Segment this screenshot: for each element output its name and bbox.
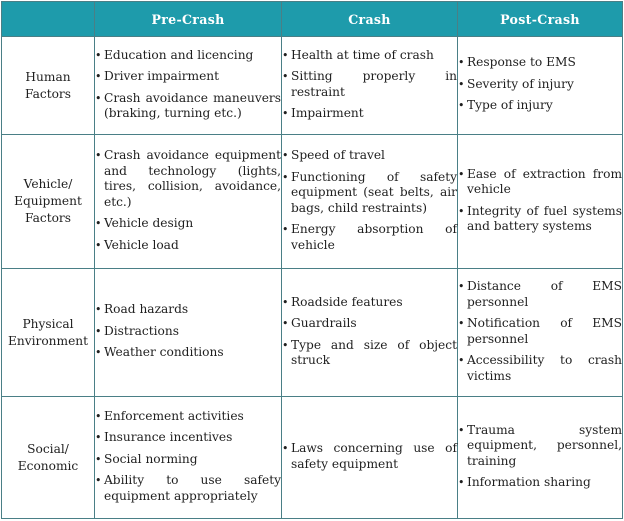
bullet-item: • Enforcement activities	[95, 409, 281, 425]
header-pre-crash: Pre-Crash	[95, 2, 282, 37]
cell-human-pre-crash	[95, 37, 282, 135]
row-label-vehicle-equipment	[2, 135, 95, 269]
bullet-item: • Integrity of fuel systems and battery systems	[458, 204, 622, 235]
bullet-item: • Road hazards	[95, 302, 281, 318]
row-human-factors	[2, 37, 623, 135]
row-social-economic	[2, 397, 623, 519]
bullet-item: • Impairment	[282, 106, 457, 122]
bullet-item: • Weather conditions	[95, 345, 281, 361]
bullet-item: • Education and licencing	[95, 48, 281, 64]
bullet-item: • Insurance incentives	[95, 430, 281, 446]
bullet-item: • Information sharing	[458, 475, 622, 491]
bullet-item: • Ability to use safety equipment appropriately	[95, 473, 281, 504]
bullet-list	[95, 148, 281, 253]
bullet-item: • Functioning of safety equipment (seat belts, air bags, child restraints)	[282, 170, 457, 217]
bullet-item: • Distance of EMS personnel	[458, 279, 622, 310]
bullet-list	[95, 302, 281, 361]
bullet-item: • Social norming	[95, 452, 281, 468]
bullet-item: • Health at time of crash	[282, 48, 457, 64]
header-post-crash: Post-Crash	[458, 2, 623, 37]
bullet-list	[458, 279, 622, 384]
bullet-list	[282, 148, 457, 253]
cell-physical-post-crash	[458, 269, 623, 397]
row-label-human-factors	[2, 37, 95, 135]
bullet-item: • Response to EMS	[458, 55, 622, 71]
bullet-item: • Ease of extraction from vehicle	[458, 167, 622, 198]
cell-social-post-crash	[458, 397, 623, 519]
header-corner	[2, 2, 95, 37]
cell-social-crash	[282, 397, 458, 519]
header-crash: Crash	[282, 2, 458, 37]
bullet-item: • Distractions	[95, 324, 281, 340]
bullet-list	[282, 48, 457, 122]
cell-physical-crash	[282, 269, 458, 397]
bullet-item: • Crash avoidance equipment and technology (lights, tires, collision, avoidance, etc.)	[95, 148, 281, 210]
header-row	[2, 2, 623, 37]
cell-physical-pre-crash	[95, 269, 282, 397]
bullet-item: • Accessibility to crash victims	[458, 353, 622, 384]
bullet-list	[458, 167, 622, 235]
bullet-list	[95, 409, 281, 505]
cell-human-post-crash	[458, 37, 623, 135]
cell-vehicle-post-crash	[458, 135, 623, 269]
bullet-list	[458, 55, 622, 114]
cell-vehicle-crash	[282, 135, 458, 269]
row-label-physical-environment	[2, 269, 95, 397]
row-physical-environment	[2, 269, 623, 397]
bullet-item: • Energy absorption of vehicle	[282, 222, 457, 253]
bullet-item: • Type of injury	[458, 98, 622, 114]
bullet-item: • Vehicle design	[95, 216, 281, 232]
row-label-text: Vehicle/ Equipment Factors	[14, 177, 82, 225]
cell-vehicle-pre-crash	[95, 135, 282, 269]
bullet-list	[282, 441, 457, 472]
bullet-list	[458, 423, 622, 491]
row-label-text: Human Factors	[24, 69, 72, 101]
row-label-text: Physical Environment	[7, 316, 89, 348]
bullet-item: • Vehicle load	[95, 238, 281, 254]
cell-social-pre-crash	[95, 397, 282, 519]
haddon-matrix-table	[1, 1, 623, 519]
row-label-text: Social/ Economic	[17, 441, 79, 473]
bullet-list	[282, 295, 457, 369]
bullet-item: • Roadside features	[282, 295, 457, 311]
bullet-item: • Driver impairment	[95, 69, 281, 85]
bullet-item: • Crash avoidance maneuvers (braking, turning etc.)	[95, 91, 281, 122]
bullet-item: • Guardrails	[282, 316, 457, 332]
bullet-item: • Sitting properly in restraint	[282, 69, 457, 100]
bullet-item: • Laws concerning use of safety equipment	[282, 441, 457, 472]
row-label-social-economic	[2, 397, 95, 519]
row-vehicle-equipment-factors	[2, 135, 623, 269]
bullet-item: • Type and size of object struck	[282, 338, 457, 369]
bullet-item: • Speed of travel	[282, 148, 457, 164]
cell-human-crash	[282, 37, 458, 135]
bullet-list	[95, 48, 281, 122]
bullet-item: • Notification of EMS personnel	[458, 316, 622, 347]
bullet-item: • Severity of injury	[458, 77, 622, 93]
bullet-item: • Trauma system equipment, personnel, training	[458, 423, 622, 470]
